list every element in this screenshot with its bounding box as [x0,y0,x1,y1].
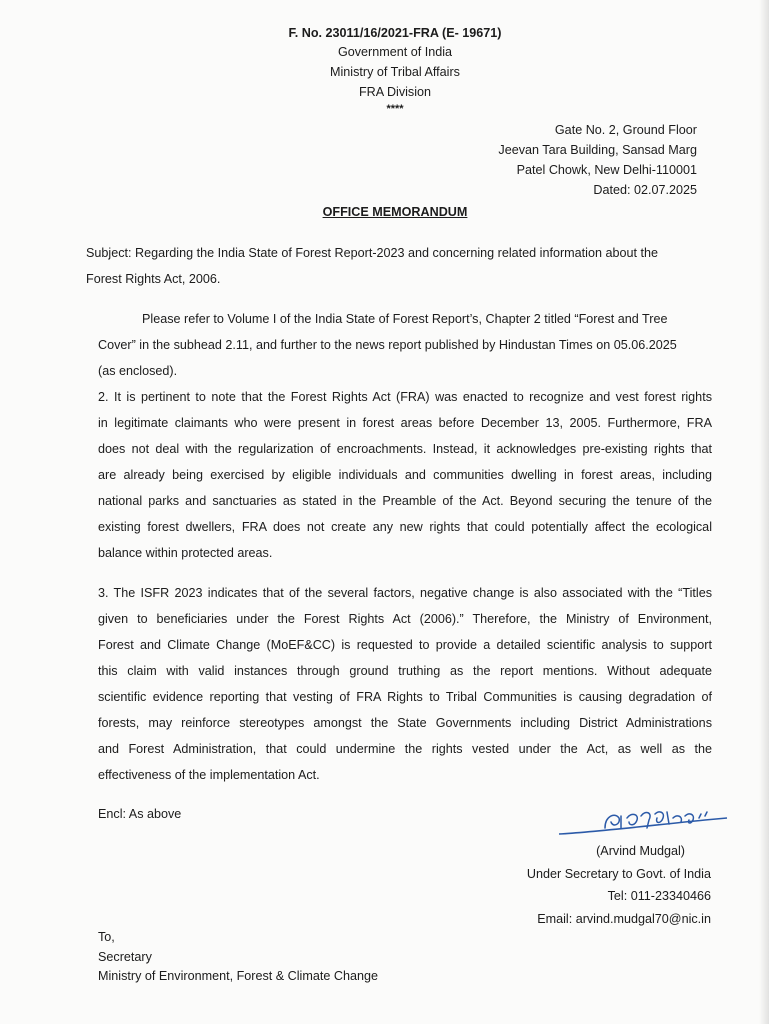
addressee-to: To, [98,930,115,944]
addressee-block [98,928,378,987]
paragraph-line: does not deal with the regularization of encroachments. Instead, it acknowledges pre-existing rights that [98,442,712,456]
paragraph-2 [98,384,712,566]
signatory-name: (Arvind Mudgal) [596,844,685,858]
paragraph-line: effectiveness of the implementation Act. [98,768,320,782]
office-address [498,120,697,200]
paragraph-line: Forest and Climate Change (MoEF&CC) is requested to provide a detailed scientific analysis to support [98,638,712,652]
signatory-tel: Tel: 011-23340466 [607,889,711,903]
paragraph-line: in legitimate claimants who were present in forest areas before December 13, 2005. Furthermore, FRA [98,416,712,430]
ministry-label: Ministry of Tribal Affairs [330,65,460,79]
paragraph-line: existing forest dwellers, FRA does not create any new rights that could potentially affect the ecological [98,520,712,534]
addressee-line-1: Secretary [98,949,152,964]
paragraph-line: and Forest Administration, that could undermine the rights vested under the Act, as well as the [98,742,712,756]
division-label: FRA Division [358,85,432,99]
signatory-email: Email: arvind.mudgal70@nic.in [537,911,711,926]
subject [86,240,716,292]
paragraph-3 [98,580,712,788]
paragraph-1 [98,306,712,384]
government-label: Government of India [337,45,453,59]
paragraph-line: forests, may reinforce stereotypes amongst the State Governments including District Administrations [98,716,712,730]
paragraph-line: national parks and sanctuaries as stated in the Preamble of the Act. Beyond securing the tenure of the [98,494,712,508]
memo-title: OFFICE MEMORANDUM [322,205,468,219]
file-number: F. No. 23011/16/2021-FRA (E- 19671) [288,26,502,40]
addressee-line-2: Ministry of Environment, Forest & Climate Change [98,969,378,983]
paragraph-line: (as enclosed). [98,364,178,378]
paragraph-line: 2. It is pertinent to note that the Forest Rights Act (FRA) was enacted to recognize and vest forest rights [98,390,712,404]
signatory-block [527,840,711,930]
enclosure-note: Encl: As above [98,807,182,821]
paragraph-line: 3. The ISFR 2023 indicates that of the several factors, negative change is also associated with the “Titles [98,586,712,600]
address-line-3: Patel Chowk, New Delhi-110001 [516,163,697,177]
paragraph-line: balance within protected areas. [98,546,273,560]
subject-line: Forest Rights Act, 2006. [86,272,221,286]
memo-date: Dated: 02.07.2025 [593,183,697,197]
signatory-designation: Under Secretary to Govt. of India [526,866,711,881]
subject-line: Subject: Regarding the India State of Forest Report-2023 and concerning related information about the [86,246,658,260]
address-line-2: Jeevan Tara Building, Sansad Marg [498,143,697,157]
paragraph-line: are already being exercised by eligible individuals and communities dwelling in forest areas, including [98,468,712,482]
paragraph-line: Please refer to Volume I of the India State of Forest Report’s, Chapter 2 titled “Forest and Tree [142,312,668,326]
paragraph-line: given to beneficiaries under the Forest Rights Act (2006).” Therefore, the Ministry of Environment, [98,612,712,626]
paragraph-line: scientific evidence reporting that vesting of FRA Rights to Tribal Communities is causing degradation of [98,690,712,704]
page-edge-shadow [759,0,769,1024]
paragraph-line: this claim with valid instances through ground truthing as the report mentions. Without adequate [98,664,712,678]
paragraph-line: Cover” in the subhead 2.11, and further to the news report published by Hindustan Times on 05.06.2025 [98,338,677,352]
address-line-1: Gate No. 2, Ground Floor [554,123,697,137]
header-separator: **** [386,103,404,115]
